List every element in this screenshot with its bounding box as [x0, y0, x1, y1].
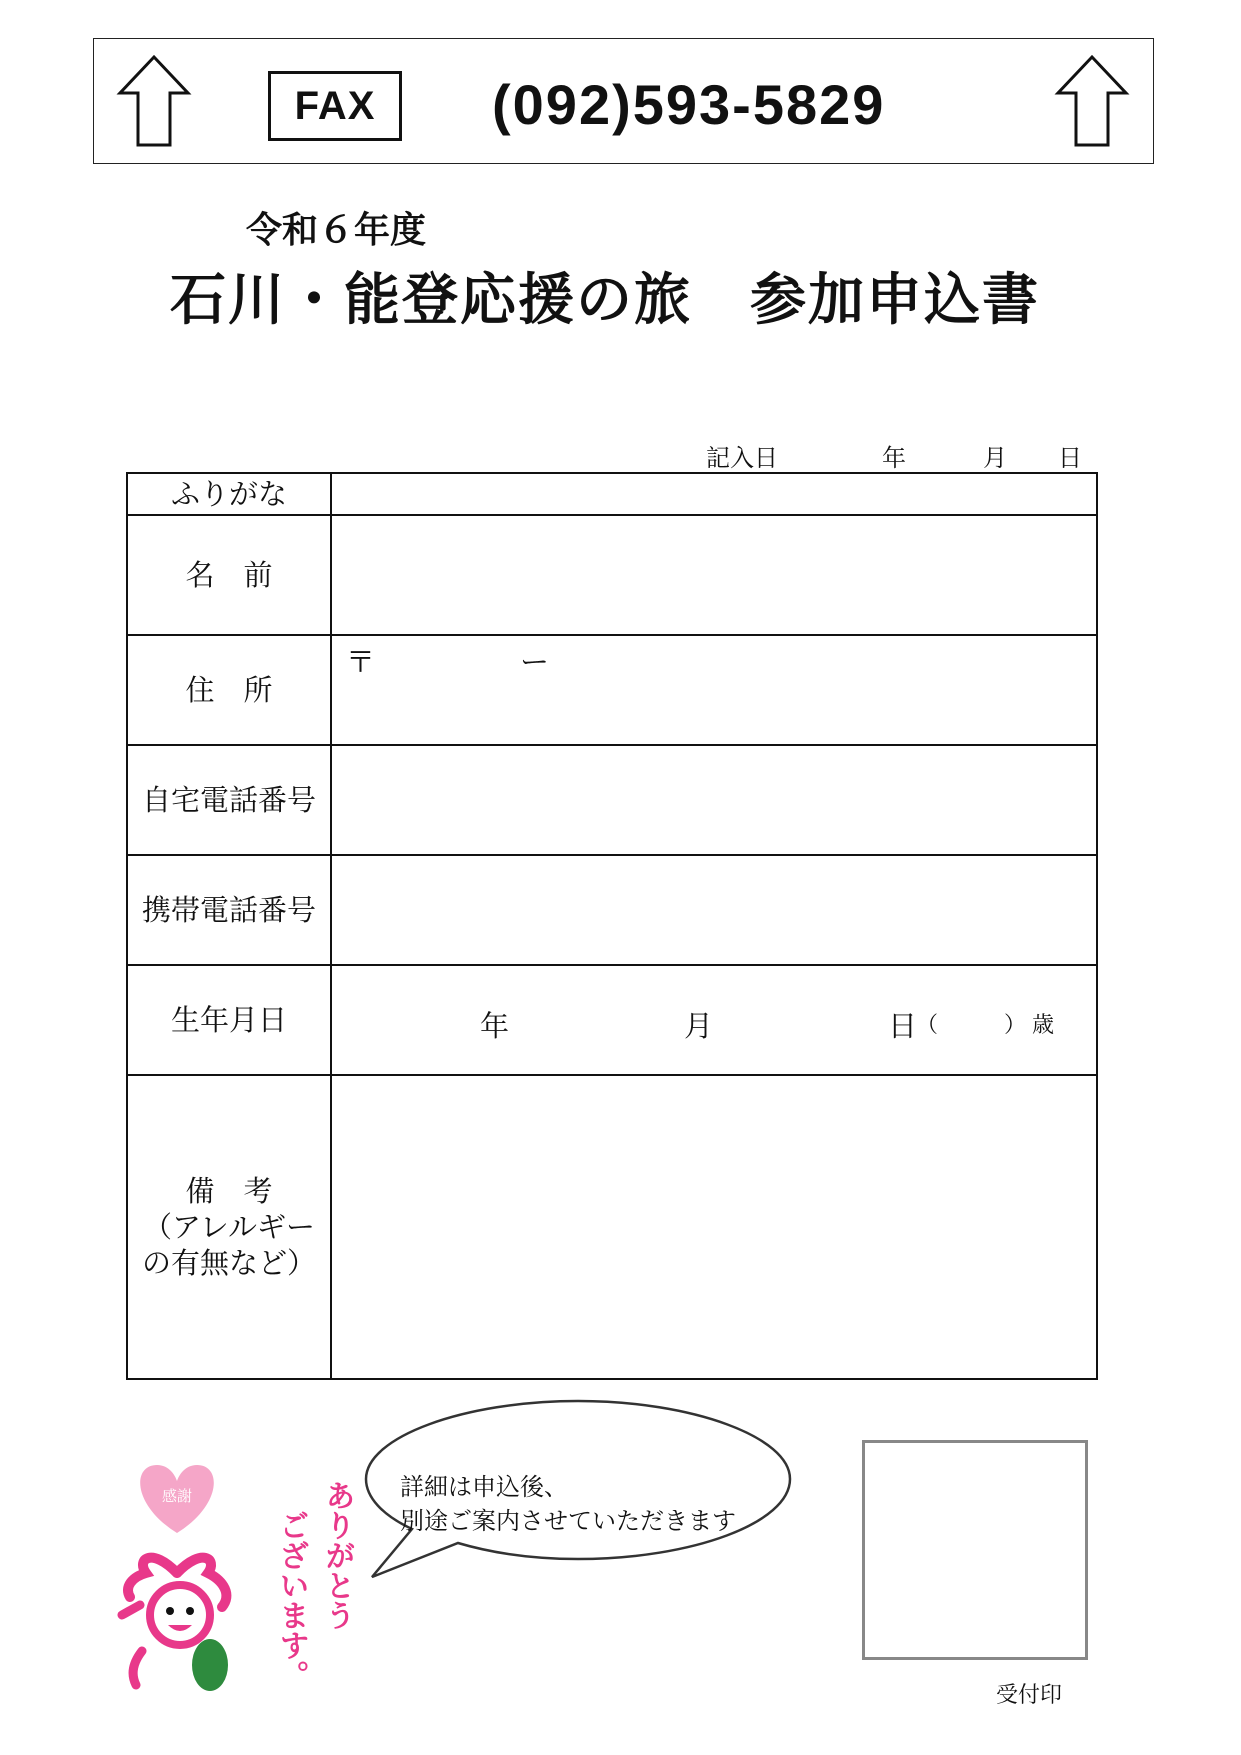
furigana-row — [127, 473, 1097, 515]
bubble-line1: 詳細は申込後、 — [400, 1473, 568, 1501]
name-field[interactable] — [331, 515, 1097, 635]
name-label: 名 前 — [127, 515, 331, 635]
entry-date-label: 記入日 — [706, 444, 778, 472]
address-field[interactable] — [331, 635, 1097, 745]
birthday-field[interactable] — [331, 965, 1097, 1075]
fax-banner — [93, 38, 1154, 164]
application-form — [126, 472, 1098, 1380]
age-unit: 歳 — [1032, 1013, 1055, 1038]
receipt-stamp-box — [862, 1440, 1088, 1660]
thank-you-text — [255, 1480, 365, 1720]
fax-number: (092)593-5829 — [492, 72, 886, 136]
thank-you-line2: ございます。 — [273, 1510, 309, 1690]
up-arrow-icon — [116, 53, 192, 149]
home-phone-row — [127, 745, 1097, 855]
remarks-label-line3: の有無など） — [141, 1246, 316, 1280]
remarks-field[interactable] — [331, 1075, 1097, 1379]
age-open-paren: （ — [916, 1013, 939, 1038]
remarks-row — [127, 1075, 1097, 1379]
birthday-month: 月 — [684, 1009, 714, 1043]
bubble-text — [400, 1470, 736, 1538]
birthday-row — [127, 965, 1097, 1075]
receipt-stamp-label: 受付印 — [996, 1683, 1063, 1708]
mobile-phone-row — [127, 855, 1097, 965]
remarks-label-line2: （アレルギー — [142, 1210, 316, 1244]
fiscal-year-subtitle: 令和６年度 — [246, 210, 427, 251]
mobile-phone-label: 携帯電話番号 — [127, 855, 331, 965]
remarks-label — [127, 1075, 331, 1379]
birthday-label: 生年月日 — [127, 965, 331, 1075]
remarks-label-line1: 備 考 — [185, 1174, 273, 1208]
mascot-heart-text: 感謝 — [161, 1487, 193, 1505]
postal-dash: ー — [520, 645, 550, 679]
bubble-line2: 別途ご案内させていただきます — [400, 1507, 736, 1535]
entry-date-day: 日 — [1058, 444, 1082, 472]
mobile-phone-field[interactable] — [331, 855, 1097, 965]
age-close-paren: ） — [1004, 1013, 1027, 1038]
address-label: 住 所 — [127, 635, 331, 745]
address-row — [127, 635, 1097, 745]
postal-mark: 〒 — [346, 645, 376, 679]
home-phone-label: 自宅電話番号 — [127, 745, 331, 855]
birthday-day: 日 — [888, 1009, 918, 1043]
name-row — [127, 515, 1097, 635]
mascot-illustration — [112, 1455, 242, 1705]
up-arrow-icon — [1054, 53, 1130, 149]
page-title: 石川・能登応援の旅 参加申込書 — [170, 268, 1040, 333]
furigana-label: ふりがな — [127, 473, 331, 515]
fax-label: FAX — [268, 71, 402, 141]
birthday-year: 年 — [480, 1009, 510, 1043]
entry-date-year: 年 — [882, 444, 906, 472]
entry-date-month: 月 — [983, 444, 1007, 472]
furigana-field[interactable] — [331, 473, 1097, 515]
thank-you-line1: ありがとう — [319, 1480, 355, 1630]
home-phone-field[interactable] — [331, 745, 1097, 855]
